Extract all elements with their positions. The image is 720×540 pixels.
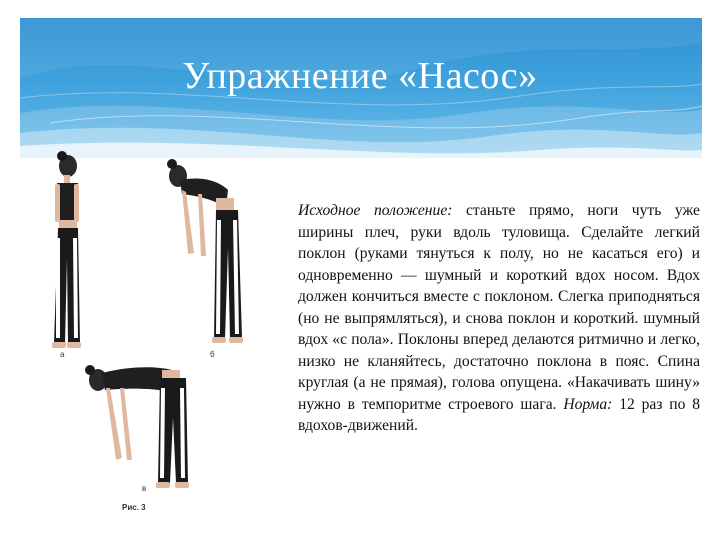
figure-label-b: б — [210, 350, 215, 359]
figure-label-v: в — [142, 484, 147, 493]
slide-title: Упражнение «Насос» — [182, 55, 538, 97]
figure-c-deep-bow — [85, 365, 189, 488]
exercise-illustration — [30, 148, 270, 523]
figure-caption: Рис. 3 — [122, 503, 146, 512]
initial-position-label: Исходное положение: — [298, 202, 453, 219]
figure-label-a: а — [60, 350, 65, 359]
figure-b-bowing — [167, 159, 243, 343]
exercise-instructions: станьте прямо, ноги чуть уже ширины плеч, руки вдоль туловища. Сделайте легкий поклон (руками тянуться к полу, но не касаться его) и одновременно — шумный и короткий вдох носом. Вдох должен кончиться вместе с поклоном. Слегка приподняться (но не выпрямляться), и снова поклон и короткий. шумный вдох «с пола». Поклоны вперед делаются ритмично и легко, низко не кланяйтесь, достаточно поклона в пояс. Спина круглая (а не прямая), голова опущена. «Накачивать шину» нужно в темпоритме строевого шага. — [298, 202, 700, 413]
exercise-figures-image — [30, 148, 270, 523]
figure-a-standing — [52, 151, 81, 348]
exercise-description — [298, 200, 700, 437]
norm-value: 12 раз по 8 вдохов-движений. — [298, 395, 700, 434]
norm-label: Норма: — [563, 395, 613, 413]
